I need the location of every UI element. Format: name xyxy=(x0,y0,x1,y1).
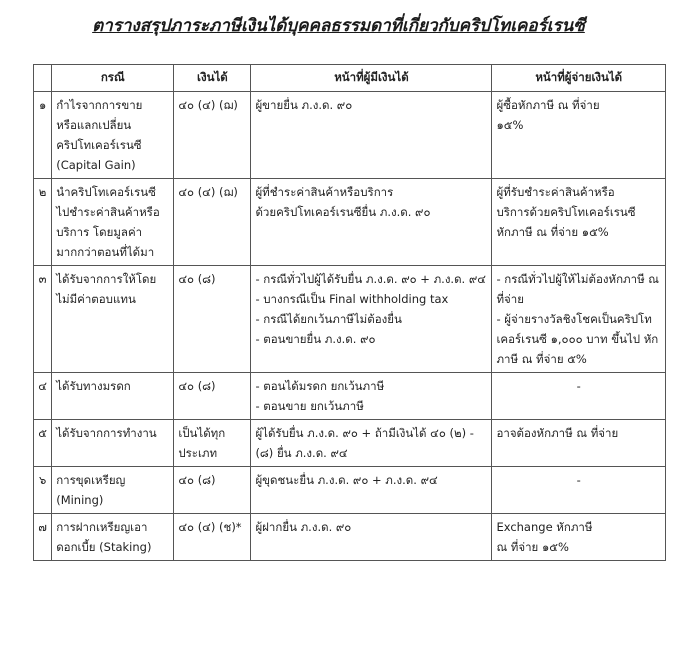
payee-duty-cell xyxy=(251,420,492,467)
case-cell-line: (Capital Gain) xyxy=(56,158,136,172)
header-no xyxy=(34,65,52,92)
header-income: เงินได้ xyxy=(174,65,251,92)
table-body xyxy=(34,92,666,561)
row-number: ๕ xyxy=(34,420,52,467)
income-cell: เป็นได้ทุกประเภท xyxy=(174,420,251,467)
table-header xyxy=(34,65,666,92)
payer-duty-cell-line: หักภาษี ณ ที่จ่าย ๑๕% xyxy=(496,225,609,239)
header-row xyxy=(34,65,666,92)
payer-duty-cell xyxy=(492,514,666,561)
payer-duty-cell xyxy=(492,179,666,266)
case-cell-line: กำไรจากการขาย xyxy=(56,98,143,112)
row-number: ๓ xyxy=(34,266,52,373)
payer-duty-cell xyxy=(492,373,666,420)
payer-duty-cell-line: บริการด้วยคริปโทเคอร์เรนซี xyxy=(496,205,636,219)
income-cell: ๔๐ (๘) xyxy=(174,467,251,514)
page-title: ตารางสรุปภาระภาษีเงินได้บุคคลธรรมดาที่เกี่ยวกับคริปโทเคอร์เรนซี xyxy=(92,16,585,36)
row-number: ๑ xyxy=(34,92,52,179)
payee-duty-cell-line: ผู้ได้รับยื่น ภ.ง.ด. ๙๐ + ถ้ามีเงินได้ ๔๐ (๒) - (๘) ยื่น ภ.ง.ด. ๙๔ xyxy=(255,426,474,460)
payee-duty-cell xyxy=(251,373,492,420)
payer-duty-cell-line: ๑๕% xyxy=(496,118,524,132)
income-cell: ๔๐ (๔) (ฌ) xyxy=(174,179,251,266)
payer-duty-cell xyxy=(492,266,666,373)
case-cell xyxy=(52,266,174,373)
table-row xyxy=(34,514,666,561)
row-number: ๒ xyxy=(34,179,52,266)
case-cell-line: คริปโทเคอร์เรนซี xyxy=(56,138,142,152)
case-cell xyxy=(52,92,174,179)
payee-duty-cell-line: - ตอนได้มรดก ยกเว้นภาษี xyxy=(255,376,487,396)
payee-duty-cell xyxy=(251,92,492,179)
payee-duty-cell-line: - ตอนขาย ยกเว้นภาษี xyxy=(255,396,487,416)
income-cell: ๔๐ (๘) xyxy=(174,373,251,420)
table-row xyxy=(34,420,666,467)
payer-duty-cell-line: - ผู้จ่ายรางวัลชิงโชคเป็นคริปโทเคอร์เรนซี ๑,๐๐๐ บาท ขึ้นไป หักภาษี ณ ที่จ่าย ๕% xyxy=(496,309,661,369)
case-cell-line: ได้รับทางมรดก xyxy=(56,379,131,393)
payer-duty-cell-line: Exchange หักภาษี xyxy=(496,520,593,534)
row-number: ๔ xyxy=(34,373,52,420)
case-cell-line: นำคริปโทเคอร์เรนซี xyxy=(56,185,156,199)
payer-duty-cell-line: - xyxy=(576,379,581,393)
payer-duty-cell-line: - xyxy=(576,473,581,487)
payer-duty-cell xyxy=(492,420,666,467)
table-row xyxy=(34,92,666,179)
payee-duty-cell-line: ผู้ขุดชนะยื่น ภ.ง.ด. ๙๐ + ภ.ง.ด. ๙๔ xyxy=(255,473,438,487)
case-cell-line: หรือแลกเปลี่ยน xyxy=(56,118,132,132)
payee-duty-cell xyxy=(251,514,492,561)
row-number: ๖ xyxy=(34,467,52,514)
payer-duty-cell xyxy=(492,467,666,514)
case-cell-line: บริการ โดยมูลค่า xyxy=(56,225,143,239)
payee-duty-cell xyxy=(251,467,492,514)
header-payee-duty: หน้าที่ผู้มีเงินได้ xyxy=(251,65,492,92)
case-cell xyxy=(52,373,174,420)
payer-duty-cell-line: ผู้ที่รับชำระค่าสินค้าหรือ xyxy=(496,185,615,199)
payer-duty-cell-line: - กรณีทั่วไปผู้ให้ไม่ต้องหักภาษี ณ ที่จ่าย xyxy=(496,269,661,309)
case-cell-line: ไปชำระค่าสินค้าหรือ xyxy=(56,205,160,219)
table-row xyxy=(34,179,666,266)
case-cell xyxy=(52,467,174,514)
case-cell-line: การขุดเหรียญ xyxy=(56,473,126,487)
header-payer-duty: หน้าที่ผู้จ่ายเงินได้ xyxy=(492,65,666,92)
payer-duty-cell-line: ผู้ซื้อหักภาษี ณ ที่จ่าย xyxy=(496,98,600,112)
payee-duty-cell-line: ด้วยคริปโทเคอร์เรนซียื่น ภ.ง.ด. ๙๐ xyxy=(255,205,431,219)
payee-duty-cell-line: ผู้ที่ชำระค่าสินค้าหรือบริการ xyxy=(255,185,394,199)
tax-summary-table xyxy=(33,64,666,561)
payee-duty-cell-line: - กรณีทั่วไปผู้ได้รับยื่น ภ.ง.ด. ๙๐ + ภ.ง.ด. ๙๔ xyxy=(255,269,487,289)
table-row xyxy=(34,467,666,514)
case-cell-line: ไม่มีค่าตอบแทน xyxy=(56,292,136,306)
table-row xyxy=(34,373,666,420)
case-cell xyxy=(52,514,174,561)
income-cell: ๔๐ (๔) (ช)* xyxy=(174,514,251,561)
payee-duty-cell-line: - กรณีได้ยกเว้นภาษีไม่ต้องยื่น xyxy=(255,309,487,329)
payee-duty-cell xyxy=(251,266,492,373)
row-number: ๗ xyxy=(34,514,52,561)
case-cell xyxy=(52,179,174,266)
case-cell-line: ได้รับจากการให้โดย xyxy=(56,272,157,286)
header-case: กรณี xyxy=(52,65,174,92)
payer-duty-cell xyxy=(492,92,666,179)
payer-duty-cell-line: ณ ที่จ่าย ๑๕% xyxy=(496,540,569,554)
payee-duty-cell-line: ผู้ฝากยื่น ภ.ง.ด. ๙๐ xyxy=(255,520,352,534)
payee-duty-cell xyxy=(251,179,492,266)
case-cell-line: มากกว่าตอนที่ได้มา xyxy=(56,245,155,259)
payee-duty-cell-line: ผู้ขายยื่น ภ.ง.ด. ๙๐ xyxy=(255,98,353,112)
income-cell: ๔๐ (๔) (ฌ) xyxy=(174,92,251,179)
payee-duty-cell-line: - ตอนขายยื่น ภ.ง.ด. ๙๐ xyxy=(255,329,487,349)
case-cell-line: การฝากเหรียญเอา xyxy=(56,520,148,534)
case-cell-line: (Mining) xyxy=(56,493,104,507)
payer-duty-cell-line: อาจต้องหักภาษี ณ ที่จ่าย xyxy=(496,426,619,440)
income-cell: ๔๐ (๘) xyxy=(174,266,251,373)
table-row xyxy=(34,266,666,373)
case-cell-line: ดอกเบี้ย (Staking) xyxy=(56,540,152,554)
case-cell-line: ได้รับจากการทำงาน xyxy=(56,426,157,440)
payee-duty-cell-line: - บางกรณีเป็น Final withholding tax xyxy=(255,289,487,309)
case-cell xyxy=(52,420,174,467)
